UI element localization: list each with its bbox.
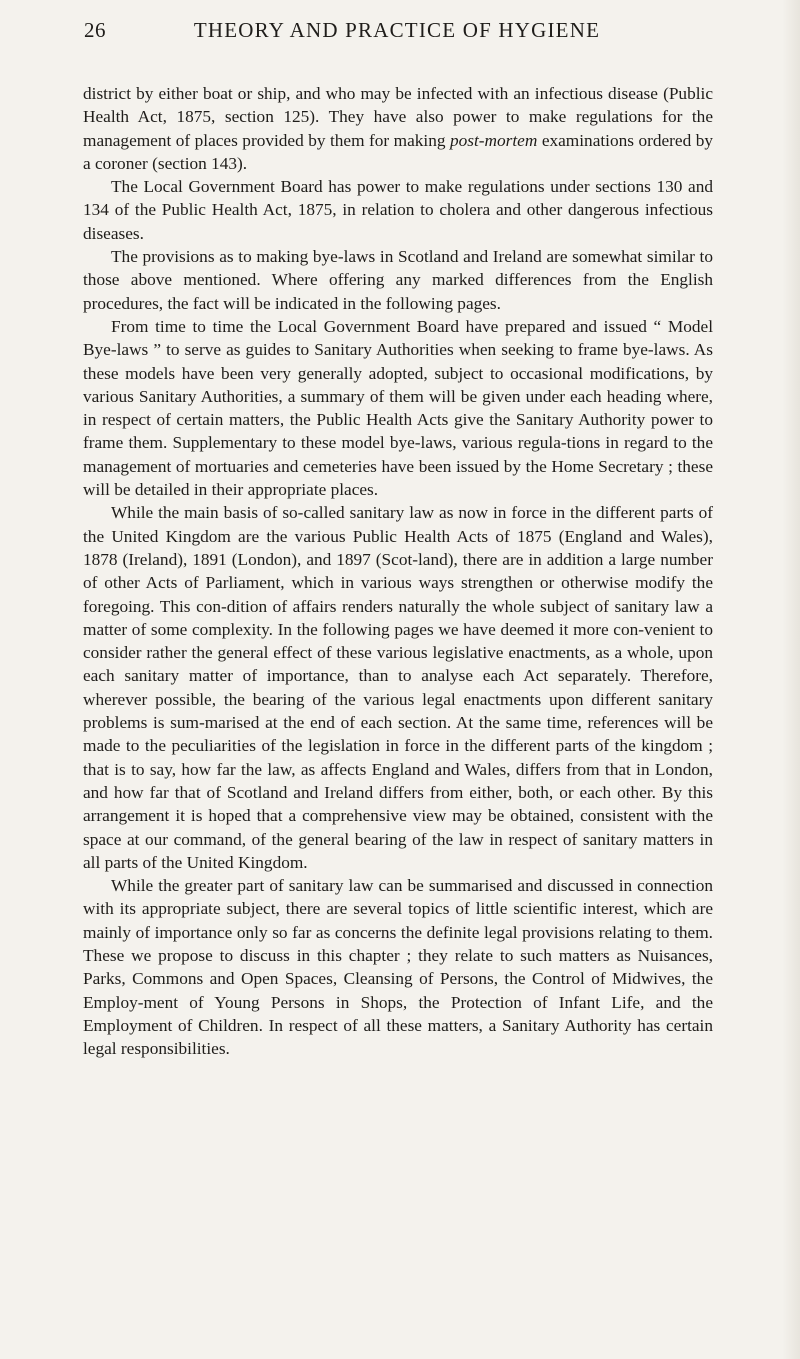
paragraph-6: While the greater part of sanitary law can be summarised and discussed in connection with its appropriate subject, there are several topics of little scientific interest, which are mainly of importance only so far as concerns the definite legal provisions relating to them. These we propose to discuss in this chapter ; they relate to such matters as Nuisances, Parks, Commons and Open Spaces, Cleansing of Persons, the Control of Midwives, the Employ-ment of Young Persons in Shops, the Protection of Infant Life, and the Employment of Children. In respect of all these matters, a Sanitary Authority has certain legal responsibilities. xyxy=(83,876,713,1059)
paragraph-3: The provisions as to making bye-laws in Scotland and Ireland are somewhat similar to those above mentioned. Where offering any marked differences from the English procedures, the fact will be indicated in the following pages. xyxy=(83,247,713,313)
paragraph-2: The Local Government Board has power to make regulations under sections 130 and 134 of the Public Health Act, 1875, in relation to cholera and other dangerous infectious diseases. xyxy=(83,177,713,243)
paragraph-1 xyxy=(83,82,713,175)
page-edge-shadow xyxy=(782,0,800,1359)
paragraph-1-text-end: examinations ordered by a coroner (section 143). xyxy=(83,130,713,173)
paragraph-1-text-start: district by either boat or ship, and who may be infected with an infectious disease (Public Health Act, 1875, section 125). They have also power to make regulations for the management of places provided by them for making xyxy=(83,84,713,150)
page-header xyxy=(84,18,710,48)
paragraph-1-italic-term: post-mortem xyxy=(449,130,538,150)
paragraph-4: From time to time the Local Government Board have prepared and issued “ Model Bye-laws ” to serve as guides to Sanitary Authorities when seeking to frame bye-laws. As these models have been very generally adopted, subject to occasional modifications, by various Sanitary Authorities, a summary of them will be given under each heading where, in respect of certain matters, the Public Health Acts give the Sanitary Authority power to frame them. Supplementary to these model bye-laws, various regula-tions in regard to the management of mortuaries and cemeteries have been issued by the Home Secretary ; these will be detailed in their appropriate places. xyxy=(83,316,713,500)
paragraph-5: While the main basis of so-called sanitary law as now in force in the different parts of the United Kingdom are the various Public Health Acts of 1875 (England and Wales), 1878 (Ireland), 1891 (London), and 1897 (Scot-land), there are in addition a large number of other Acts of Parliament, which in various ways strengthen or otherwise modify the foregoing. This con-dition of affairs renders naturally the whole subject of sanitary law a matter of some complexity. In the following pages we have deemed it more con-venient to consider rather the general effect of these various legislative enactments, as a whole, upon each sanitary matter of importance, than to analyse each Act separately. Therefore, wherever possible, the bearing of the various legal enactments upon different sanitary problems is sum-marised at the end of each section. At the same time, references will be made to the peculiarities of the legislation in force in the different parts of the kingdom ; that is to say, how far the law, as affects England and Wales, differs from that in London, and how far that of Scotland and Ireland differs from either, both, or each other. By this arrangement it is hoped that a comprehensive view may be obtained, consistent with the space at our command, of the general bearing of the law in respect of sanitary matters in all parts of the United Kingdom. xyxy=(83,503,713,872)
body-text xyxy=(83,82,713,1060)
page-number: 26 xyxy=(84,18,106,42)
running-head: THEORY AND PRACTICE OF HYGIENE xyxy=(193,18,601,42)
